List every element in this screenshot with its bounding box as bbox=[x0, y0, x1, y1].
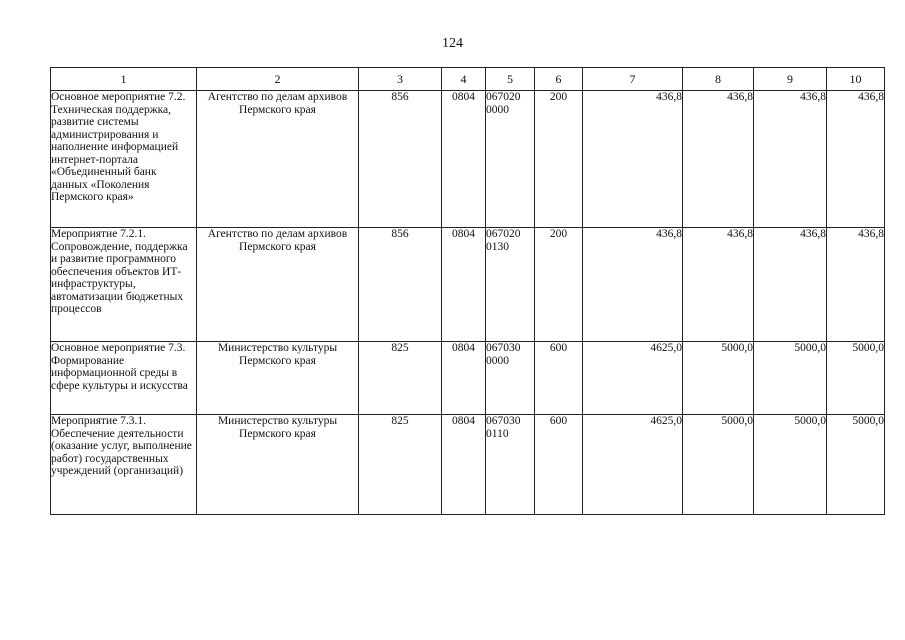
executor-cell: Министерство культуры Пермского края bbox=[197, 415, 359, 515]
amount-cell: 436,8 bbox=[683, 91, 754, 228]
column-header: 8 bbox=[683, 68, 754, 91]
activity-name: Мероприятие 7.2.1. Сопровождение, поддержка и развитие программного обеспечения объектов ИТ-инфраструктуры, автоматизации бюджетных процессов bbox=[51, 228, 197, 342]
column-header: 5 bbox=[486, 68, 535, 91]
vr-cell: 200 bbox=[535, 91, 583, 228]
vr-cell: 600 bbox=[535, 415, 583, 515]
table-row bbox=[51, 342, 885, 415]
amount-cell: 436,8 bbox=[754, 228, 827, 342]
amount-cell: 5000,0 bbox=[827, 415, 885, 515]
grbs-cell: 856 bbox=[359, 91, 442, 228]
amount-cell: 5000,0 bbox=[683, 415, 754, 515]
column-header: 6 bbox=[535, 68, 583, 91]
executor-cell: Агентство по делам архивов Пермского края bbox=[197, 91, 359, 228]
executor-cell: Министерство культуры Пермского края bbox=[197, 342, 359, 415]
amount-cell: 436,8 bbox=[583, 91, 683, 228]
rzpr-cell: 0804 bbox=[442, 91, 486, 228]
amount-cell: 5000,0 bbox=[683, 342, 754, 415]
amount-cell: 436,8 bbox=[827, 91, 885, 228]
amount-cell: 5000,0 bbox=[754, 342, 827, 415]
column-header: 9 bbox=[754, 68, 827, 91]
activity-name: Основное мероприятие 7.3. Формирование информационной среды в сфере культуры и искусства bbox=[51, 342, 197, 415]
column-header: 7 bbox=[583, 68, 683, 91]
grbs-cell: 856 bbox=[359, 228, 442, 342]
amount-cell: 4625,0 bbox=[583, 342, 683, 415]
amount-cell: 5000,0 bbox=[754, 415, 827, 515]
vr-cell: 600 bbox=[535, 342, 583, 415]
column-header: 1 bbox=[51, 68, 197, 91]
csr-cell: 067030 0110 bbox=[486, 415, 535, 515]
table-row bbox=[51, 228, 885, 342]
table-row bbox=[51, 91, 885, 228]
amount-cell: 436,8 bbox=[754, 91, 827, 228]
budget-table bbox=[50, 67, 885, 515]
activity-name: Основное мероприятие 7.2. Техническая поддержка, развитие системы администрирования и наполнение информацией интернет-портала «Объединенный банк данных «Поколения Пермского края» bbox=[51, 91, 197, 228]
table-row bbox=[51, 415, 885, 515]
amount-cell: 5000,0 bbox=[827, 342, 885, 415]
rzpr-cell: 0804 bbox=[442, 415, 486, 515]
activity-name: Мероприятие 7.3.1. Обеспечение деятельности (оказание услуг, выполнение работ) государственных учреждений (организаций) bbox=[51, 415, 197, 515]
grbs-cell: 825 bbox=[359, 415, 442, 515]
vr-cell: 200 bbox=[535, 228, 583, 342]
column-header: 2 bbox=[197, 68, 359, 91]
column-header: 3 bbox=[359, 68, 442, 91]
header-row bbox=[51, 68, 885, 91]
amount-cell: 436,8 bbox=[683, 228, 754, 342]
rzpr-cell: 0804 bbox=[442, 342, 486, 415]
rzpr-cell: 0804 bbox=[442, 228, 486, 342]
amount-cell: 436,8 bbox=[827, 228, 885, 342]
csr-cell: 067020 0000 bbox=[486, 91, 535, 228]
grbs-cell: 825 bbox=[359, 342, 442, 415]
amount-cell: 436,8 bbox=[583, 228, 683, 342]
column-header: 4 bbox=[442, 68, 486, 91]
csr-cell: 067020 0130 bbox=[486, 228, 535, 342]
page-number: 124 bbox=[442, 36, 463, 51]
executor-cell: Агентство по делам архивов Пермского края bbox=[197, 228, 359, 342]
column-header: 10 bbox=[827, 68, 885, 91]
amount-cell: 4625,0 bbox=[583, 415, 683, 515]
csr-cell: 067030 0000 bbox=[486, 342, 535, 415]
